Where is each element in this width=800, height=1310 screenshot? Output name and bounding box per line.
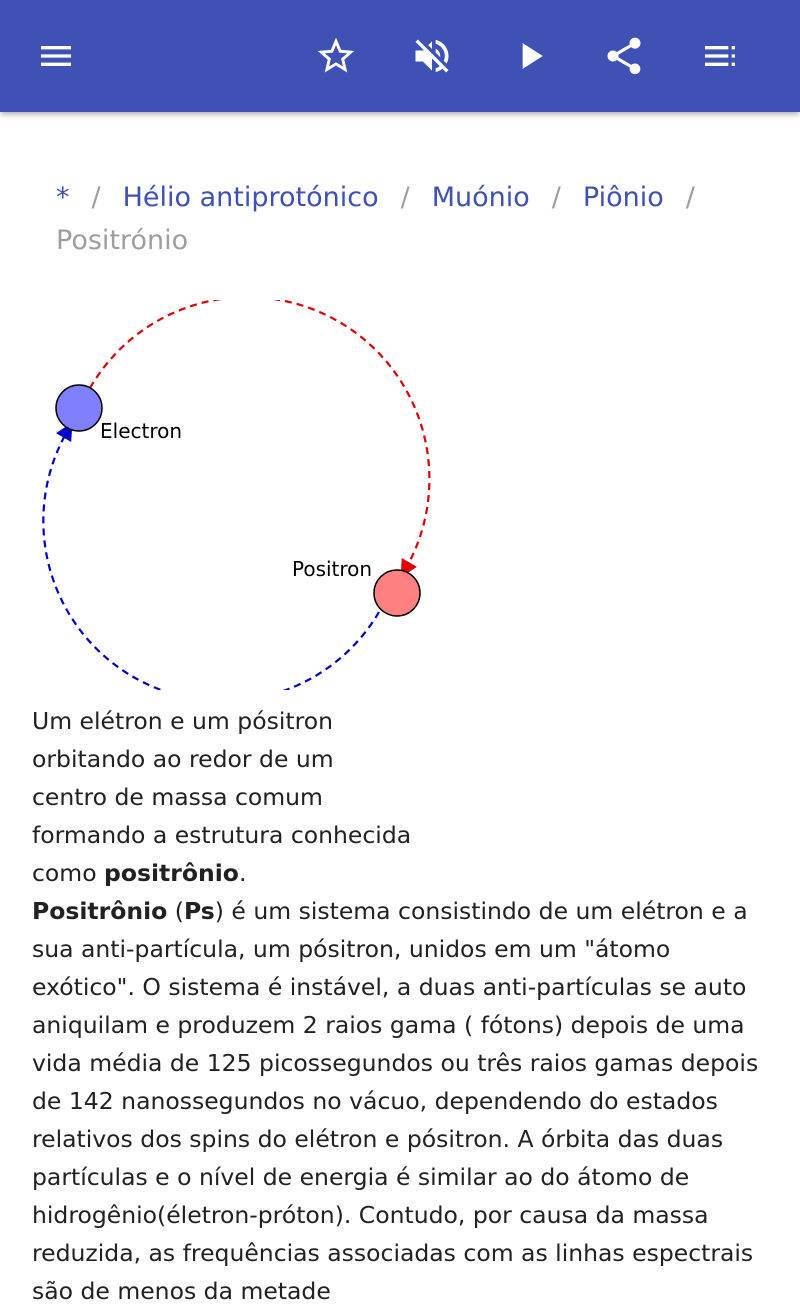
share-icon xyxy=(602,34,646,78)
breadcrumb-separator: / xyxy=(400,182,410,213)
positronium-diagram[interactable] xyxy=(30,300,450,690)
playlist-icon xyxy=(700,36,740,76)
paragraph-term: Positrônio xyxy=(32,897,168,925)
breadcrumb-separator: / xyxy=(91,182,101,213)
menu-icon xyxy=(36,36,76,76)
breadcrumb-current: Positrónio xyxy=(56,225,189,256)
breadcrumb-item-home[interactable]: * xyxy=(56,182,70,213)
share-button[interactable] xyxy=(596,28,652,84)
mute-button[interactable] xyxy=(404,28,460,84)
figure-caption xyxy=(32,702,412,892)
caption-bold-term: positrônio xyxy=(104,859,239,887)
breadcrumb-item-muonio[interactable]: Muónio xyxy=(431,182,530,213)
volume-off-icon xyxy=(410,34,454,78)
menu-button[interactable] xyxy=(28,28,84,84)
play-button[interactable] xyxy=(502,28,558,84)
app-toolbar xyxy=(0,0,800,112)
breadcrumb xyxy=(56,176,756,262)
breadcrumb-separator: / xyxy=(551,182,561,213)
positron-particle xyxy=(374,570,420,616)
electron-label: Electron xyxy=(100,419,183,443)
breadcrumb-item-helio[interactable]: Hélio antiprotónico xyxy=(122,182,379,213)
breadcrumb-item-pionio[interactable]: Piônio xyxy=(582,182,664,213)
bookmark-button[interactable] xyxy=(308,28,364,84)
caption-text: Um elétron e um pósitron orbitando ao redor de um centro de massa comum formando a estrutura conhecida como xyxy=(32,707,412,887)
play-icon xyxy=(508,34,552,78)
contents-button[interactable] xyxy=(692,28,748,84)
paragraph-abbr: Ps xyxy=(183,897,215,925)
orbit-svg xyxy=(30,300,450,690)
caption-period: . xyxy=(238,859,247,887)
electron-particle xyxy=(56,385,102,431)
positron-label: Positron xyxy=(292,557,373,581)
article-paragraph xyxy=(32,892,777,1310)
breadcrumb-separator: / xyxy=(685,182,695,213)
star-icon xyxy=(314,34,358,78)
paragraph-open-paren: ( xyxy=(167,897,184,925)
paragraph-text: ) é um sistema consistindo de um elétron e a sua anti-partícula, um pósitron, unidos em um "átomo exótico". O sistema é instável, a duas anti-partículas se auto aniquilam e produzem 2 raios gama ( fótons) depois de uma vida média de 125 picossegundos ou três raios gamas depois de 142 nanossegundos no vácuo, dependendo do estados relativos dos spins do elétron e pósitron. A órbita das duas partículas e o nível de energia é similar ao do átomo de hidrogênio(életron-próton). Contudo, por causa da massa reduzida, as frequências associadas com as linhas espectrais são de menos da metade xyxy=(32,897,759,1305)
